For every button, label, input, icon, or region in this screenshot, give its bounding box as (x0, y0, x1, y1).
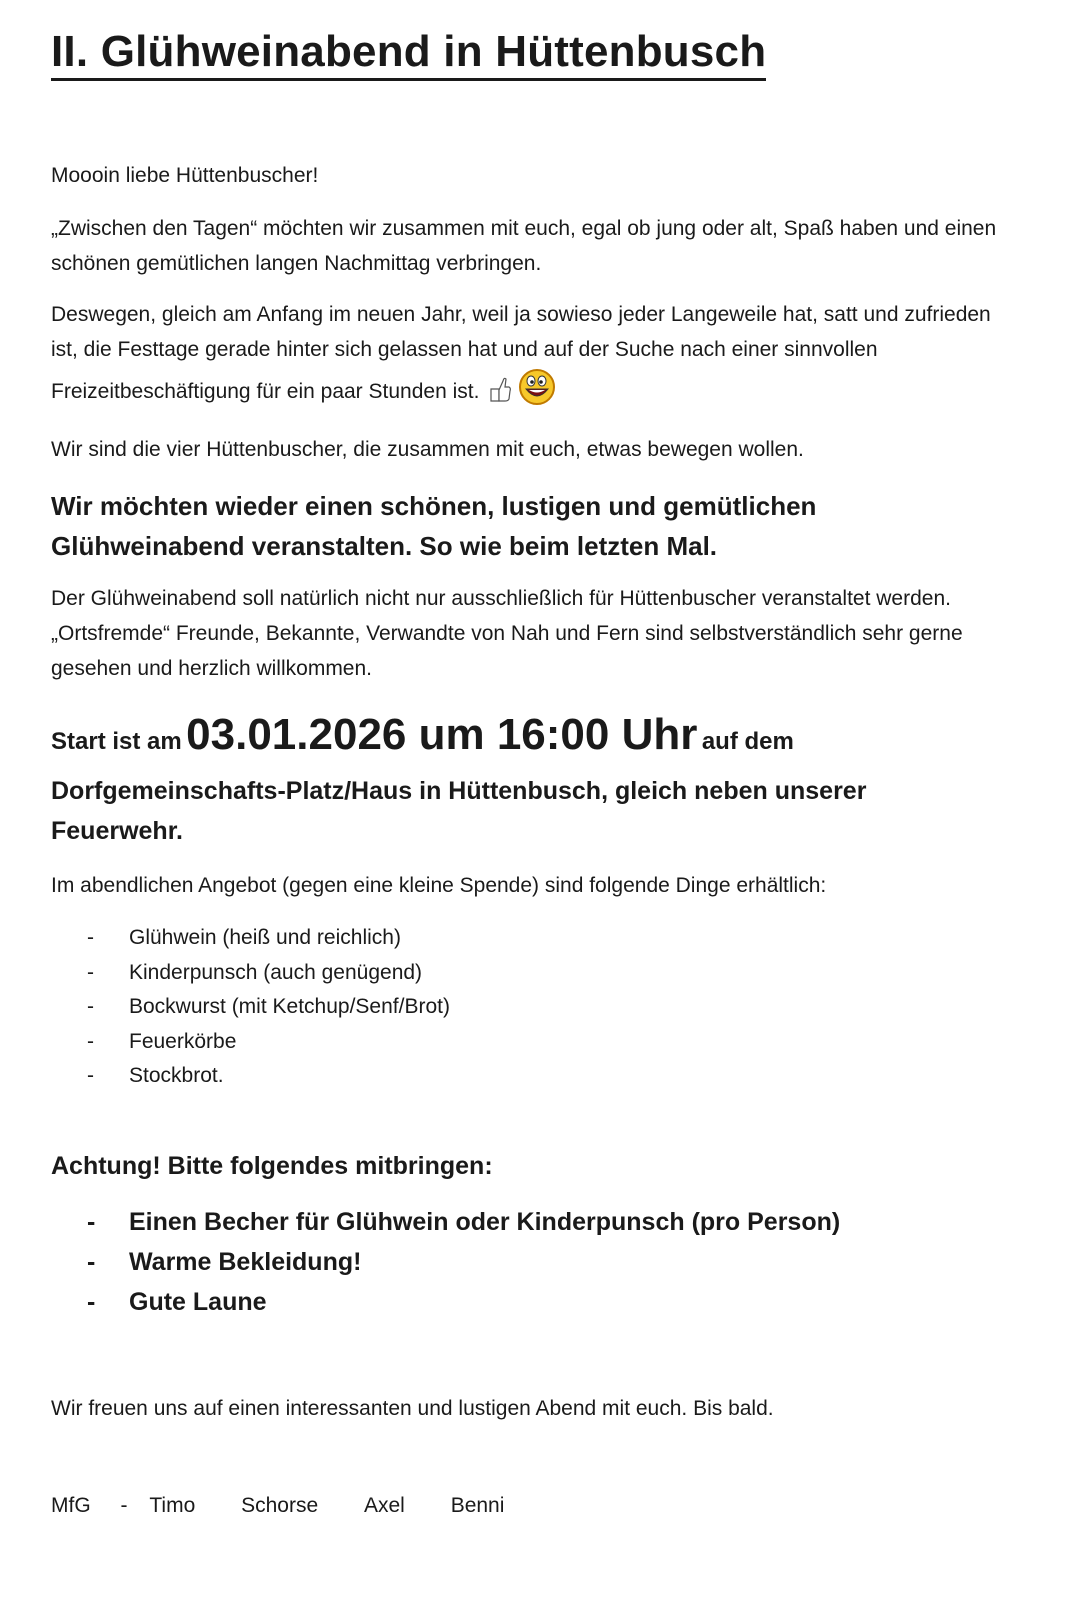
list-item: - Kinderpunsch (auch genügend) (87, 956, 450, 991)
signature-name: Timo (149, 1494, 196, 1517)
signature-dash: - (120, 1494, 128, 1517)
list-item: - Stockbrot. (87, 1059, 450, 1094)
signature-name: Axel (363, 1494, 405, 1517)
guests-note: Der Glühweinabend soll natürlich nicht nur ausschließlich für Hüttenbuscher veranstaltet werden. „Ortsfremde“ Freunde, Bekannte, Verwandte von Nah und Fern sind selbstverständlich sehr gerne gesehen und herzlich willkommen. (51, 587, 963, 680)
signature (51, 1494, 504, 1518)
offer-list (87, 921, 450, 1094)
start-location: Dorfgemeinschafts-Platz/Haus in Hüttenbusch, gleich neben unserer Feuerwehr. (51, 777, 867, 845)
signature-mfg: MfG (51, 1494, 91, 1517)
highlight-text: Wir möchten wieder einen schönen, lustigen und gemütlichen Glühweinabend veranstalten. So wie beim letzten Mal. (51, 491, 817, 561)
bring-list (87, 1202, 840, 1322)
bring-heading: Achtung! Bitte folgendes mitbringen: (51, 1152, 493, 1180)
intro-paragraph-2-text: Deswegen, gleich am Anfang im neuen Jahr, weil ja sowieso jeder Langeweile hat, satt und zufrieden ist, die Festtage gerade hinter sich gelassen hat und auf der Suche nach einer sinnvollen Freizeitbeschäftigung für ein paar Stunden ist. (51, 303, 991, 404)
start-datetime: 03.01.2026 um 16:00 Uhr (186, 710, 698, 759)
signature-name: Schorse (241, 1494, 319, 1517)
closing-text: Wir freuen uns auf einen interessanten und lustigen Abend mit euch. Bis bald. (51, 1397, 774, 1420)
offer-intro: Im abendlichen Angebot (gegen eine kleine Spende) sind folgende Dinge erhältlich: (51, 874, 827, 897)
emoji-group (485, 367, 557, 418)
signature-name: Benni (450, 1494, 505, 1517)
list-item: - Bockwurst (mit Ketchup/Senf/Brot) (87, 990, 450, 1025)
start-suffix: auf dem (701, 728, 794, 755)
start-prefix: Start ist am (51, 728, 182, 755)
list-item: - Einen Becher für Glühwein oder Kinderpunsch (pro Person) (87, 1202, 840, 1242)
grinning-smiley-icon (517, 367, 557, 407)
list-item: - Warme Bekleidung! (87, 1242, 840, 1282)
intro-paragraph-3: Wir sind die vier Hüttenbuscher, die zusammen mit euch, etwas bewegen wollen. (51, 438, 804, 461)
list-item: - Feuerkörbe (87, 1025, 450, 1060)
list-item: - Glühwein (heiß und reichlich) (87, 921, 450, 956)
intro-paragraph-1: „Zwischen den Tagen“ möchten wir zusammen mit euch, egal ob jung oder alt, Spaß haben und einen schönen gemütlichen langen Nachmittag verbringen. (51, 217, 997, 275)
start-line (51, 710, 794, 760)
page-title: II. Glühweinabend in Hüttenbusch (51, 26, 766, 81)
greeting: Moooin liebe Hüttenbuscher! (51, 164, 319, 187)
intro-paragraph-2 (51, 297, 1016, 418)
list-item: - Gute Laune (87, 1282, 840, 1322)
